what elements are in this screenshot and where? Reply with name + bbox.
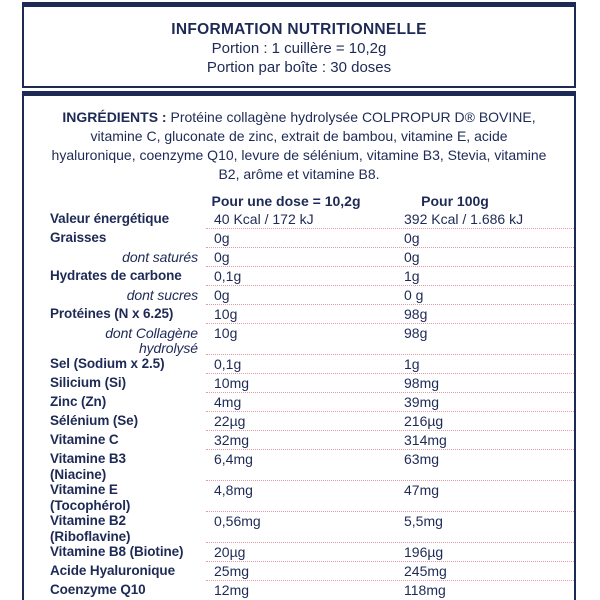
nutrient-name: Sélénium (Se) [50, 413, 138, 428]
column-header-empty [24, 192, 206, 210]
value-per-dose: 0,56mg [214, 513, 261, 529]
value-per-dose: 12mg [214, 582, 250, 598]
nutrition-table [24, 192, 574, 599]
table-row [24, 210, 574, 229]
value-per-100g: 98mg [404, 375, 440, 391]
value-per-100g: 216µg [404, 413, 444, 429]
nutrient-name: Graisses [50, 230, 107, 245]
value-per-dose: 0,1g [214, 356, 242, 372]
nutrient-name: Hydrates de carbone [50, 268, 182, 283]
nutrition-details-box [22, 91, 576, 600]
value-per-100g: 47mg [404, 482, 440, 498]
value-per-100g: 98g [404, 306, 428, 322]
nutrient-name: Vitamine C [50, 432, 119, 447]
value-per-100g: 98g [404, 325, 428, 341]
value-per-100g: 63mg [404, 451, 440, 467]
table-row [24, 543, 574, 562]
table-row [24, 512, 574, 543]
table-row [24, 450, 574, 481]
value-per-dose: 0g [214, 249, 230, 265]
value-per-dose: 0g [214, 287, 230, 303]
nutrient-name: Vitamine B2 (Riboflavine) [50, 513, 131, 544]
table-row [24, 267, 574, 286]
column-header-per-100g: Pour 100g [421, 193, 489, 209]
value-per-dose: 10g [214, 306, 238, 322]
value-per-dose: 40 Kcal / 172 kJ [214, 211, 314, 227]
value-per-dose: 22µg [214, 413, 246, 429]
table-row [24, 374, 574, 393]
value-per-100g: 314mg [404, 432, 447, 448]
value-per-100g: 39mg [404, 394, 440, 410]
table-header-row [24, 192, 574, 210]
value-per-dose: 6,4mg [214, 451, 253, 467]
value-per-100g: 1g [404, 268, 420, 284]
table-body [24, 210, 574, 599]
nutrient-name: Vitamine B3 (Niacine) [50, 451, 126, 482]
nutrient-name: Sel (Sodium x 2.5) [50, 356, 165, 371]
ingredients-paragraph [48, 108, 550, 184]
value-per-dose: 10mg [214, 375, 250, 391]
nutrient-name: Coenzyme Q10 [50, 582, 146, 597]
ingredients-text: Protéine collagène hydrolysée COLPROPUR D® BOVINE, vitamine C, gluconate de zinc, extrait de bambou, vitamine E, acide hyaluronique, coenzyme Q10, levure de sélénium, vitamine B3, Stevia, vitamine B2, arôme et vitamine B8. [51, 109, 547, 182]
value-per-dose: 4,8mg [214, 482, 253, 498]
nutrition-header-box [22, 2, 576, 88]
nutrient-name: Vitamine B8 (Biotine) [50, 544, 184, 559]
nutrient-name: dont sucres [126, 287, 198, 303]
value-per-100g: 1g [404, 356, 420, 372]
nutrient-name: dont Collagène hydrolysé [105, 325, 198, 356]
value-per-100g: 0g [404, 230, 420, 246]
table-row [24, 393, 574, 412]
table-row [24, 431, 574, 450]
value-per-dose: 0g [214, 230, 230, 246]
value-per-dose: 10g [214, 325, 238, 341]
table-row [24, 324, 574, 355]
nutrient-name: Zinc (Zn) [50, 394, 107, 409]
table-row [24, 562, 574, 581]
portion-line: Portion : 1 cuillère = 10,2g [211, 40, 387, 57]
value-per-100g: 196µg [404, 544, 444, 560]
table-row [24, 248, 574, 267]
nutrition-label-sheet [0, 2, 600, 600]
table-row [24, 581, 574, 599]
nutrient-name: Acide Hyaluronique [50, 563, 175, 578]
nutrient-name: Valeur énergétique [50, 211, 169, 226]
table-row [24, 481, 574, 512]
value-per-100g: 0 g [404, 287, 424, 303]
value-per-100g: 0g [404, 249, 420, 265]
value-per-100g: 5,5mg [404, 513, 443, 529]
value-per-dose: 0,1g [214, 268, 242, 284]
value-per-dose: 20µg [214, 544, 246, 560]
nutrient-name: Protéines (N x 6.25) [50, 306, 174, 321]
table-row [24, 412, 574, 431]
nutrient-name: dont saturés [122, 249, 198, 265]
portions-per-box-line: Portion par boîte : 30 doses [206, 59, 392, 76]
nutrient-name: Silicium (Si) [50, 375, 126, 390]
ingredients-label: INGRÉDIENTS : [62, 109, 167, 125]
value-per-dose: 4mg [214, 394, 242, 410]
table-row [24, 286, 574, 305]
nutrient-name: Vitamine E (Tocophérol) [50, 482, 131, 513]
table-row [24, 305, 574, 324]
value-per-100g: 245mg [404, 563, 447, 579]
table-row [24, 355, 574, 374]
column-header-per-dose: Pour une dose = 10,2g [211, 193, 361, 209]
value-per-100g: 392 Kcal / 1.686 kJ [404, 211, 524, 227]
value-per-dose: 32mg [214, 432, 250, 448]
value-per-dose: 25mg [214, 563, 250, 579]
value-per-100g: 118mg [404, 582, 446, 598]
table-row [24, 229, 574, 248]
page-title: INFORMATION NUTRITIONNELLE [171, 21, 427, 38]
